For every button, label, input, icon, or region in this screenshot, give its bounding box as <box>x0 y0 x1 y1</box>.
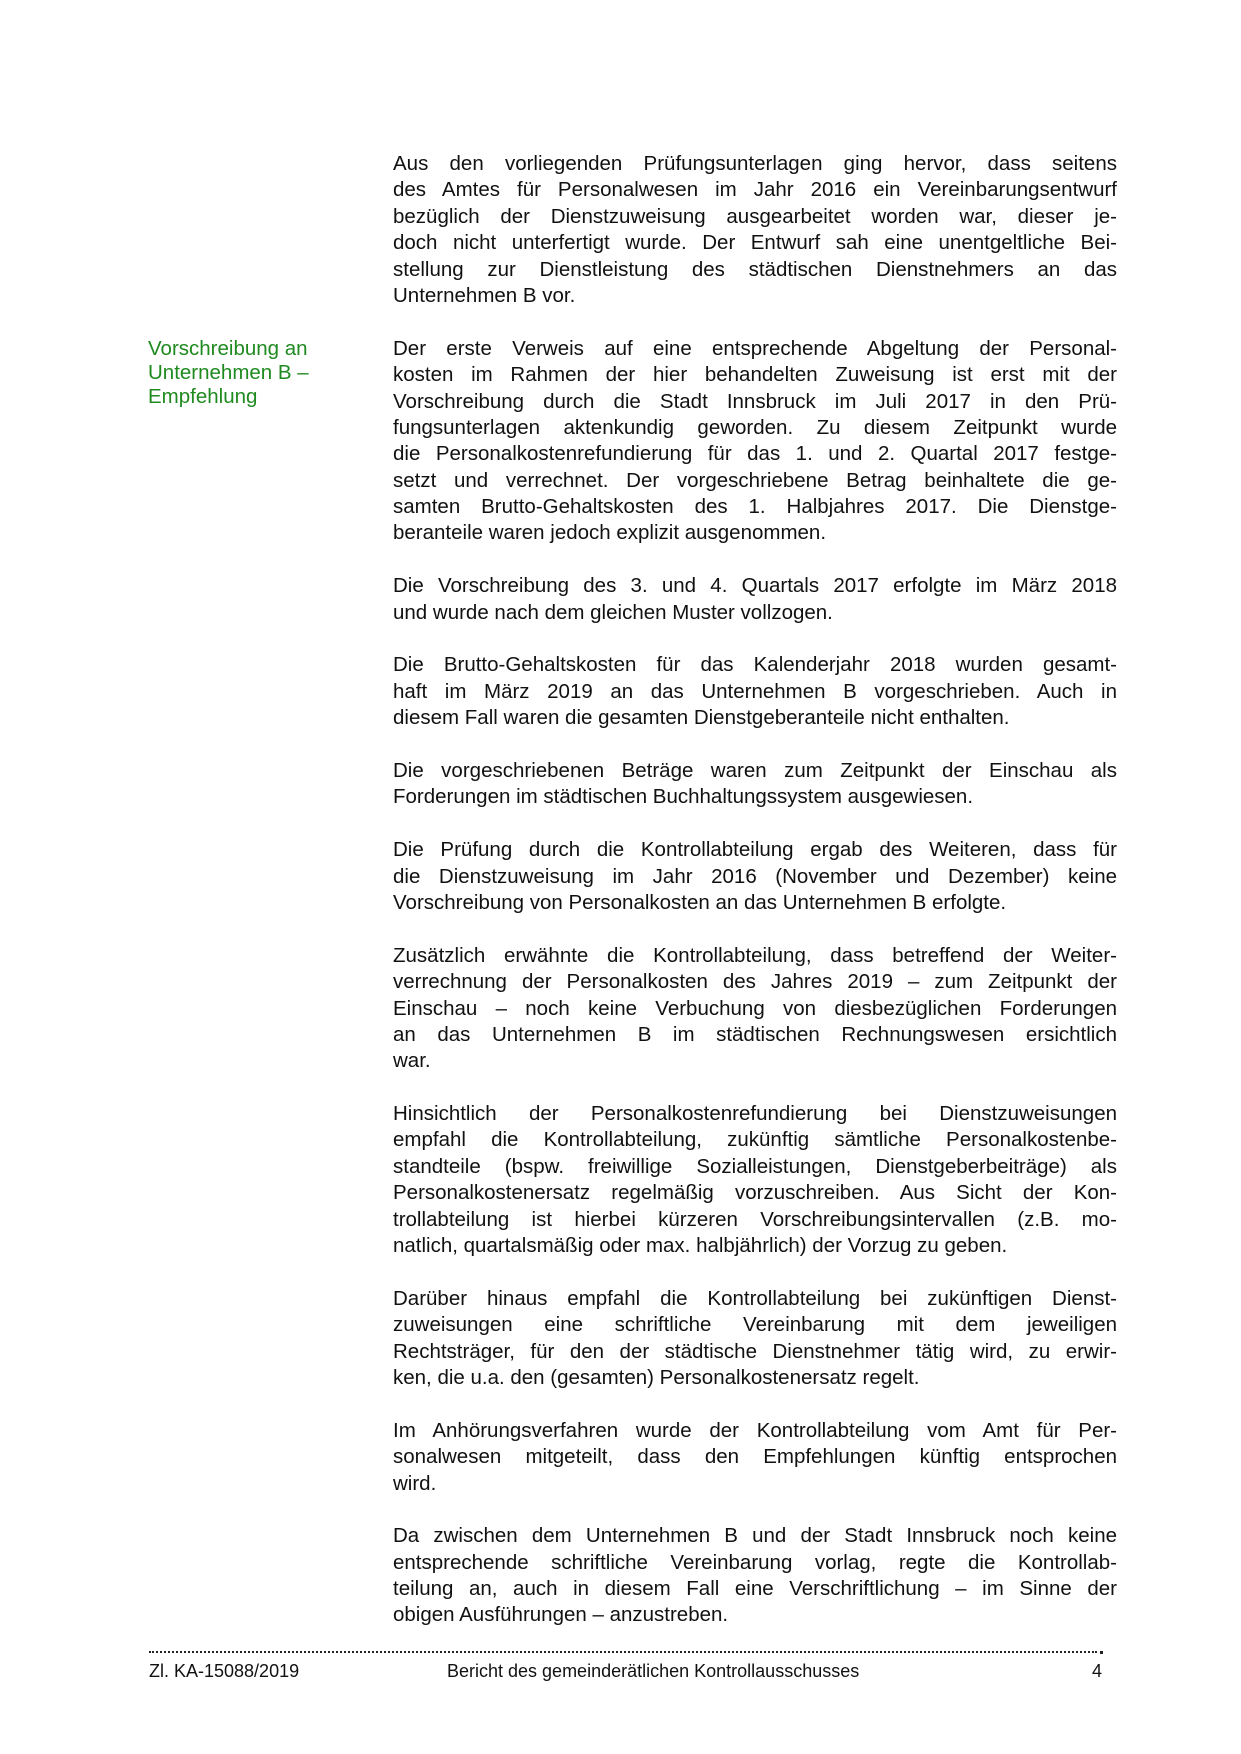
text-line: empfahl die Kontrollabteilung, zukünftig sämtliche Personalkostenbe- <box>393 1128 1117 1152</box>
paragraph <box>393 1523 1117 1629</box>
text-line: verrechnung der Personalkosten des Jahres 2019 – zum Zeitpunkt der <box>393 970 1117 994</box>
text-line: Da zwischen dem Unternehmen B und der Stadt Innsbruck noch keine <box>393 1524 1117 1548</box>
text-line: teilung an, auch in diesem Fall eine Verschriftlichung – im Sinne der <box>393 1577 1117 1601</box>
text-line: Vorschreibung durch die Stadt Innsbruck im Juli 2017 in den Prü- <box>393 389 1117 413</box>
text-line: Die Brutto-Gehaltskosten für das Kalenderjahr 2018 wurden gesamt- <box>393 653 1117 677</box>
text-line: bezüglich der Dienstzuweisung ausgearbeitet worden war, dieser je- <box>393 204 1117 228</box>
text-line: samten Brutto-Gehaltskosten des 1. Halbjahres 2017. Die Dienstge- <box>393 495 1117 519</box>
text-line: ken, die u.a. den (gesamten) Personalkostenersatz regelt. <box>393 1365 920 1389</box>
text-line: standteile (bspw. freiwillige Sozialleistungen, Dienstgeberbeiträge) als <box>393 1154 1117 1178</box>
text-line: Vorschreibung von Personalkosten an das Unternehmen B erfolgte. <box>393 890 1007 914</box>
text-line: Zusätzlich erwähnte die Kontrollabteilung, dass betreffend der Weiter- <box>393 943 1117 967</box>
text-line: an das Unternehmen B im städtischen Rechnungswesen ersichtlich <box>393 1022 1117 1046</box>
paragraph <box>393 758 1117 811</box>
text-line: Rechtsträger, für den der städtische Dienstnehmer tätig wird, zu erwir- <box>393 1339 1117 1363</box>
paragraph <box>393 1101 1117 1259</box>
margin-heading <box>148 337 348 409</box>
text-line: Hinsichtlich der Personalkostenrefundierung bei Dienstzuweisungen <box>393 1102 1117 1126</box>
text-line: Die Vorschreibung des 3. und 4. Quartals 2017 erfolgte im März 2018 <box>393 574 1117 598</box>
text-line: Im Anhörungsverfahren wurde der Kontrollabteilung vom Amt für Per- <box>393 1418 1117 1442</box>
paragraph <box>393 151 1117 309</box>
margin-heading-line: Vorschreibung an <box>148 337 308 360</box>
paragraph <box>393 336 1117 547</box>
text-line: obigen Ausführungen – anzustreben. <box>393 1603 729 1627</box>
text-line: die Dienstzuweisung im Jahr 2016 (November und Dezember) keine <box>393 864 1117 888</box>
text-line: kosten im Rahmen der hier behandelten Zuweisung ist erst mit der <box>393 363 1117 387</box>
footer-divider <box>149 1651 1097 1653</box>
text-line: beranteile waren jedoch explizit ausgenommen. <box>393 521 827 545</box>
text-line: natlich, quartalsmäßig oder max. halbjährlich) der Vorzug zu geben. <box>393 1234 1008 1258</box>
text-line: Der erste Verweis auf eine entsprechende Abgeltung der Personal- <box>393 336 1117 360</box>
text-line: Personalkostenersatz regelmäßig vorzuschreiben. Aus Sicht der Kon- <box>393 1181 1117 1205</box>
paragraph <box>393 1418 1117 1497</box>
text-line: des Amtes für Personalwesen im Jahr 2016 ein Vereinbarungsentwurf <box>393 178 1117 202</box>
paragraph <box>393 573 1117 626</box>
text-line: Unternehmen B vor. <box>393 283 576 307</box>
text-line: setzt und verrechnet. Der vorgeschriebene Betrag beinhaltete die ge- <box>393 468 1117 492</box>
text-line: sonalwesen mitgeteilt, dass den Empfehlungen künftig entsprochen <box>393 1445 1117 1469</box>
text-line: trollabteilung ist hierbei kürzeren Vorschreibungsintervallen (z.B. mo- <box>393 1207 1117 1231</box>
footer-reference: Zl. KA-15088/2019 <box>149 1661 300 1681</box>
margin-heading-line: Empfehlung <box>148 385 258 408</box>
paragraph <box>393 943 1117 1075</box>
text-line: Die Prüfung durch die Kontrollabteilung ergab des Weiteren, dass für <box>393 838 1117 862</box>
text-line: diesem Fall waren die gesamten Dienstgeberanteile nicht enthalten. <box>393 706 1010 730</box>
report-body <box>393 151 1117 1655</box>
text-line: die Personalkostenrefundierung für das 1. und 2. Quartal 2017 festge- <box>393 442 1117 466</box>
text-line: wird. <box>393 1471 437 1495</box>
page-number: 4 <box>1092 1661 1103 1681</box>
text-line: war. <box>393 1049 431 1073</box>
text-line: zuweisungen eine schriftliche Vereinbarung mit dem jeweiligen <box>393 1313 1117 1337</box>
text-line: entsprechende schriftliche Vereinbarung vorlag, regte die Kontrollab- <box>393 1550 1117 1574</box>
text-line: Die vorgeschriebenen Beträge waren zum Zeitpunkt der Einschau als <box>393 758 1117 782</box>
text-line: fungsunterlagen aktenkundig geworden. Zu diesem Zeitpunkt wurde <box>393 415 1117 439</box>
text-line: Darüber hinaus empfahl die Kontrollabteilung bei zukünftigen Dienst- <box>393 1286 1117 1310</box>
text-line: haft im März 2019 an das Unternehmen B vorgeschrieben. Auch in <box>393 679 1117 703</box>
text-line: stellung zur Dienstleistung des städtischen Dienstnehmers an das <box>393 257 1117 281</box>
paragraph <box>393 652 1117 731</box>
margin-heading-line: Unternehmen B – <box>148 361 309 384</box>
text-line: Forderungen im städtischen Buchhaltungssystem ausgewiesen. <box>393 785 974 809</box>
paragraph <box>393 1286 1117 1392</box>
text-line: und wurde nach dem gleichen Muster vollzogen. <box>393 600 833 624</box>
paragraph <box>393 837 1117 916</box>
text-line: Einschau – noch keine Verbuchung von diesbezüglichen Forderungen <box>393 996 1117 1020</box>
text-line: Aus den vorliegenden Prüfungsunterlagen ging hervor, dass seitens <box>393 152 1117 175</box>
footer-title: Bericht des gemeinderätlichen Kontrollausschusses <box>447 1661 860 1681</box>
text-line: doch nicht unterfertigt wurde. Der Entwurf sah eine unentgeltliche Bei- <box>393 231 1117 255</box>
